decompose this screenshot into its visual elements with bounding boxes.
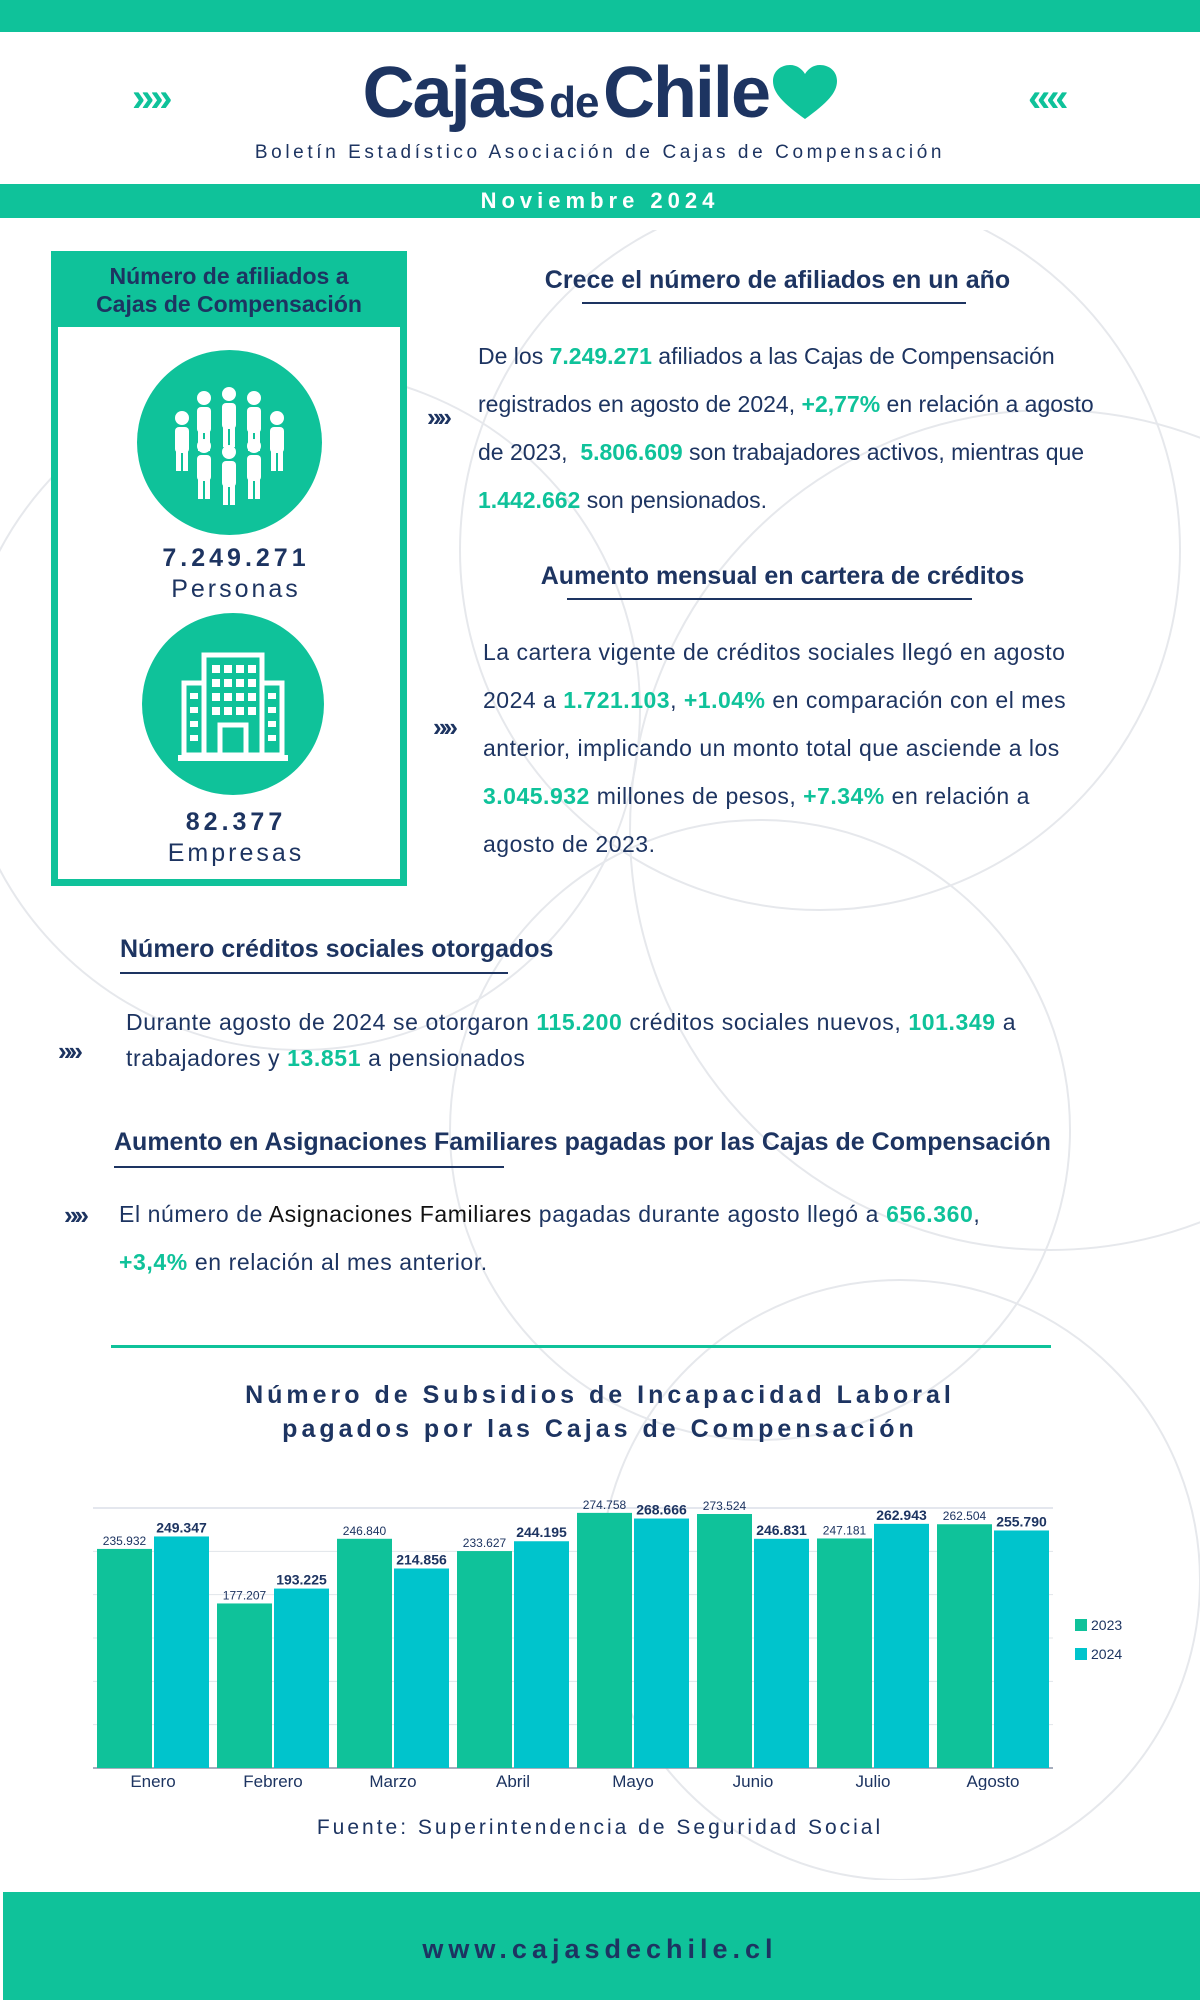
building-icon [142,613,324,795]
s3-total-credits: 115.200 [536,1009,623,1035]
heart-icon [773,65,837,121]
s2-text: 2024 a [483,687,564,713]
section4-title: Aumento en Asignaciones Familiares pagadas por las Cajas de Compensación [114,1128,1051,1156]
s4-text: en relación al mes anterior. [187,1249,488,1275]
x-tick-label: Enero [130,1772,176,1790]
s1-pensioners-value: 1.442.662 [478,487,581,513]
month-banner: Noviembre 2024 [0,184,1200,218]
x-tick-label: Abril [495,1772,531,1790]
x-tick-label: Agosto [966,1772,1020,1790]
subsidies-bar-chart [0,1490,1200,1790]
s4-text: pagadas durante agosto llegó a [531,1201,887,1227]
section2-title: Aumento mensual en cartera de créditos [540,562,1025,590]
section1-title: Crece el número de afiliados en un año [544,266,1011,294]
section2-underline [567,598,972,600]
logo-cajas: Cajas [362,53,545,133]
s1-text: De los [478,343,550,369]
source-note: Fuente: Superintendencia de Seguridad Social [316,1816,884,1839]
s1-text: son pensionados. [580,487,768,513]
logo [0,52,1200,142]
bar-2023-agosto [937,1524,992,1768]
bar-2023-julio [817,1538,872,1768]
data-label: 247.181 [822,1523,867,1538]
section4-chevron-icon: »» [64,1200,85,1230]
bar-2023-mayo [577,1513,632,1768]
section1-underline [582,302,966,304]
s1-affiliates-value: 7.249.271 [549,343,652,369]
s2-text: en comparación con el mes [765,687,1067,713]
legend-swatch-2024 [1075,1648,1087,1660]
bar-2024-abril [514,1541,569,1768]
section-divider [111,1345,1051,1348]
s4-text: , [973,1201,981,1227]
bar-2024-mayo [634,1519,689,1768]
s1-active-workers-value: 5.806.609 [580,439,683,465]
s1-text: son trabajadores activos, mientras que [682,439,1085,465]
bar-2023-enero [97,1549,152,1768]
s3-pensioner-credits: 13.851 [287,1045,362,1071]
x-tick-label: Julio [855,1772,891,1790]
bar-2023-abril [457,1551,512,1768]
section4-underline [114,1166,504,1168]
data-label: 214.856 [396,1551,447,1568]
data-label: 246.831 [756,1521,807,1538]
bar-2024-febrero [274,1589,329,1768]
s2-text: agosto de 2023. [483,831,656,857]
legend-label: 2024 [1091,1646,1123,1662]
s3-text: créditos sociales nuevos, [622,1009,909,1035]
s4-allowances-value: 656.360 [886,1201,974,1227]
s1-text: de 2023, [478,439,581,465]
s2-text: La cartera vigente de créditos sociales llegó en agosto [483,639,1066,665]
legend-swatch-2023 [1075,1619,1087,1631]
s4-text: Asignaciones Familiares [268,1201,532,1227]
s4-growth-value: +3,4% [119,1249,188,1275]
data-label: 193.225 [276,1571,327,1588]
bar-2023-febrero [217,1603,272,1768]
data-label: 255.790 [996,1513,1047,1530]
companies-value: 82.377 [185,808,287,836]
data-label: 273.524 [702,1499,747,1514]
bar-2024-junio [754,1539,809,1768]
bar-2024-julio [874,1524,929,1768]
s1-growth-value: +2,77% [801,391,881,417]
data-label: 268.666 [636,1501,687,1518]
chart-title-line2: pagados por las Cajas de Compensación [282,1415,918,1443]
persons-label: Personas [171,575,301,603]
data-label: 235.932 [102,1533,147,1548]
x-tick-label: Febrero [243,1772,303,1790]
bar-2023-junio [697,1514,752,1768]
s3-text: a pensionados [361,1045,526,1071]
bar-2024-agosto [994,1530,1049,1768]
section3-title: Número créditos sociales otorgados [120,935,554,963]
bar-2024-enero [154,1536,209,1768]
companies-label: Empresas [167,839,305,867]
bar-2023-marzo [337,1539,392,1768]
s2-text: millones de pesos, [589,783,804,809]
people-icon [137,350,322,535]
chevrons-right-icon: »» [132,76,169,120]
s2-amount-value: 3.045.932 [483,783,590,809]
data-label: 262.504 [942,1509,987,1524]
section2-chevron-icon: »» [433,712,454,742]
logo-de: de [549,78,599,127]
data-label: 177.207 [222,1588,267,1603]
s1-text: en relación a agosto [880,391,1094,417]
s3-text: Durante agosto de 2024 se otorgaron [126,1009,537,1035]
s2-text: en relación a [884,783,1030,809]
section1-paragraph [478,332,1158,524]
data-label: 233.627 [462,1536,507,1551]
logo-chile: Chile [602,53,769,133]
s3-text: trabajadores y [126,1045,288,1071]
s2-portfolio-value: 1.721.103 [563,687,671,713]
top-band [0,0,1200,32]
persons-value: 7.249.271 [162,544,310,572]
section2-paragraph [483,628,1183,868]
data-label: 274.758 [582,1497,627,1512]
bar-2024-marzo [394,1568,449,1768]
x-tick-label: Junio [732,1772,774,1790]
s2-annual-growth: +7.34% [803,783,885,809]
section1-chevron-icon: »» [427,402,448,432]
s3-worker-credits: 101.349 [908,1009,996,1035]
website-link[interactable]: www.cajasdechile.cl [422,1934,778,1964]
s3-text: a [995,1009,1017,1035]
section3-paragraph [126,1004,1186,1076]
affiliates-card-title [51,251,407,327]
data-label: 249.347 [156,1519,207,1536]
s2-text: , [670,687,684,713]
s1-text: afiliados a las Cajas de Compensación [651,343,1055,369]
chevrons-left-icon: «« [1028,76,1065,120]
card-title-line1: Número de afiliados a [109,263,349,289]
legend-label: 2023 [1091,1617,1123,1633]
s2-monthly-growth: +1.04% [683,687,766,713]
card-title-line2: Cajas de Compensación [96,291,362,317]
section3-chevron-icon: »» [58,1036,79,1066]
s4-text: El número de [119,1201,269,1227]
chart-title-line1: Número de Subsidios de Incapacidad Laboral [245,1381,955,1409]
data-label: 244.195 [516,1524,567,1541]
section3-underline [120,972,508,974]
data-label: 262.943 [876,1506,927,1523]
s1-text: registrados en agosto de 2024, [478,391,802,417]
s2-text: anterior, implicando un monto total que asciende a los [483,735,1060,761]
subtitle: Boletín Estadístico Asociación de Cajas de Compensación [254,142,946,163]
x-tick-label: Marzo [369,1772,417,1790]
x-tick-label: Mayo [612,1772,654,1790]
chart-title [0,1378,1200,1446]
section4-paragraph [119,1190,1189,1286]
data-label: 246.840 [342,1523,387,1538]
